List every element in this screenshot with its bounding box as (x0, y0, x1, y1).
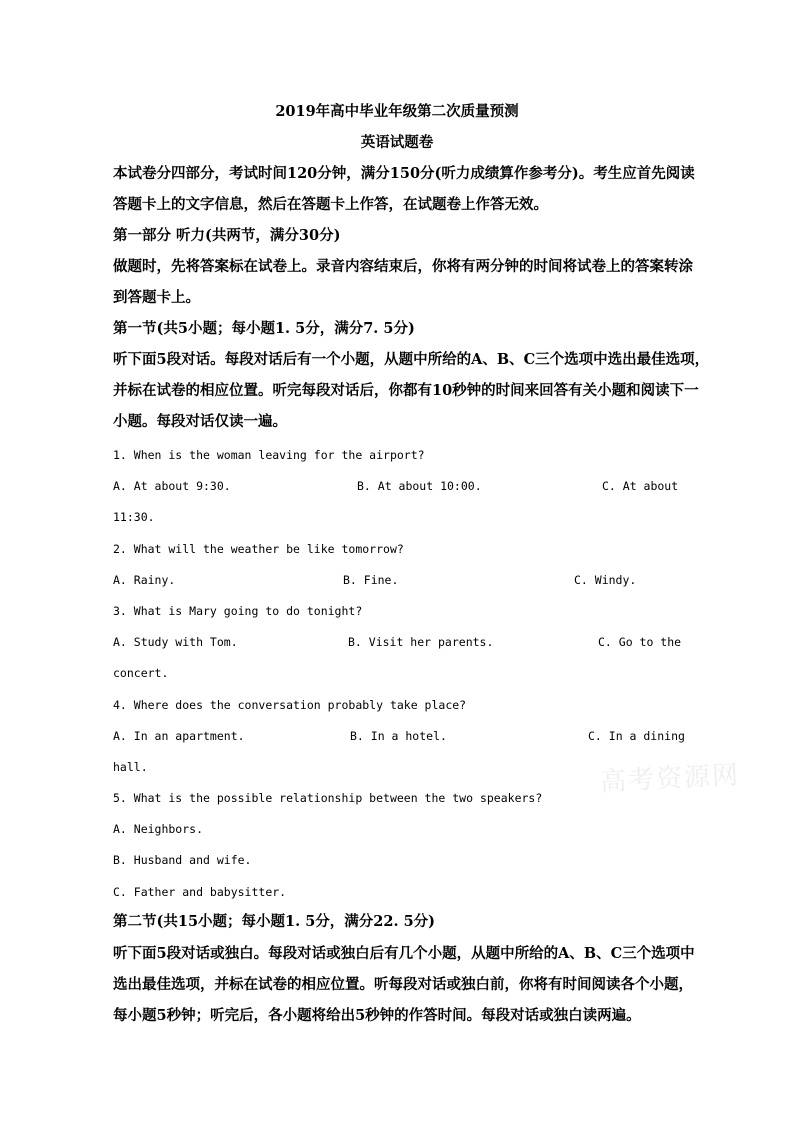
question-2-option-a: A. Rainy. (113, 573, 176, 587)
section1-instruction-1: 听下面5段对话。每段对话后有一个小题，从题中所给的A、B、C三个选项中选出最佳选项， (113, 351, 710, 368)
question-3-option-b: B. Visit her parents. (348, 635, 494, 649)
part1-heading: 第一部分 听力(共两节，满分30分) (113, 227, 341, 244)
section2-instruction-2: 选出最佳选项，并标在试卷的相应位置。听每段对话或独白前，你将有时间阅读各个小题， (113, 976, 693, 993)
question-1-option-c: C. At about (602, 479, 679, 493)
question-5: 5. What is the possible relationship between the two speakers? (113, 791, 543, 805)
question-4-option-c-continued: hall. (113, 760, 148, 774)
section2-heading: 第二节(共15小题；每小题1. 5分，满分22. 5分) (113, 913, 436, 930)
question-5-option-c: C. Father and babysitter. (113, 885, 287, 899)
section1-instruction-2: 并标在试卷的相应位置。听完每段对话后，你都有10秒钟的时间来回答有关小题和阅读下一 (113, 382, 699, 399)
part1-instruction-2: 到答题卡上。 (113, 289, 200, 306)
intro-line-2: 答题卡上的文字信息，然后在答题卡上作答，在试题卷上作答无效。 (113, 196, 548, 213)
question-1-option-c-continued: 11:30. (113, 510, 155, 524)
question-4-option-b: B. In a hotel. (350, 729, 447, 743)
question-1-option-b: B. At about 10:00. (357, 479, 482, 493)
section2-instruction-1: 听下面5段对话或独白。每段对话或独白后有几个小题，从题中所给的A、B、C三个选项中 (113, 945, 695, 962)
question-4-option-c: C. In a dining (588, 729, 685, 743)
question-3-option-c: C. Go to the (598, 635, 682, 649)
question-2-option-b: B. Fine. (343, 573, 399, 587)
watermark: 高考资源网 (599, 760, 741, 798)
part1-instruction-1: 做题时，先将答案标在试卷上。录音内容结束后，你将有两分钟的时间将试卷上的答案转涂 (113, 258, 693, 275)
page-title: 2019年高中毕业年级第二次质量预测 (275, 103, 519, 120)
question-3-option-a: A. Study with Tom. (113, 635, 238, 649)
question-1: 1. When is the woman leaving for the airport? (113, 448, 425, 462)
intro-line-1: 本试卷分四部分，考试时间120分钟，满分150分(听力成绩算作参考分)。考生应首先阅读 (113, 165, 695, 182)
question-5-option-a: A. Neighbors. (113, 822, 204, 836)
question-3-option-c-continued: concert. (113, 666, 169, 680)
question-2-option-c: C. Windy. (574, 573, 637, 587)
section2-instruction-3: 每小题5秒钟；听完后，各小题将给出5秒钟的作答时间。每段对话或独白读两遍。 (113, 1007, 641, 1024)
section1-instruction-3: 小题。每段对话仅读一遍。 (113, 413, 287, 430)
question-3: 3. What is Mary going to do tonight? (113, 604, 363, 618)
question-2: 2. What will the weather be like tomorrow? (113, 542, 404, 556)
question-4: 4. Where does the conversation probably take place? (113, 698, 467, 712)
question-1-option-a: A. At about 9:30. (113, 479, 231, 493)
question-4-option-a: A. In an apartment. (113, 729, 245, 743)
section1-heading: 第一节(共5小题；每小题1. 5分，满分7. 5分) (113, 320, 415, 337)
question-5-option-b: B. Husband and wife. (113, 853, 252, 867)
page-subtitle: 英语试题卷 (360, 134, 434, 151)
